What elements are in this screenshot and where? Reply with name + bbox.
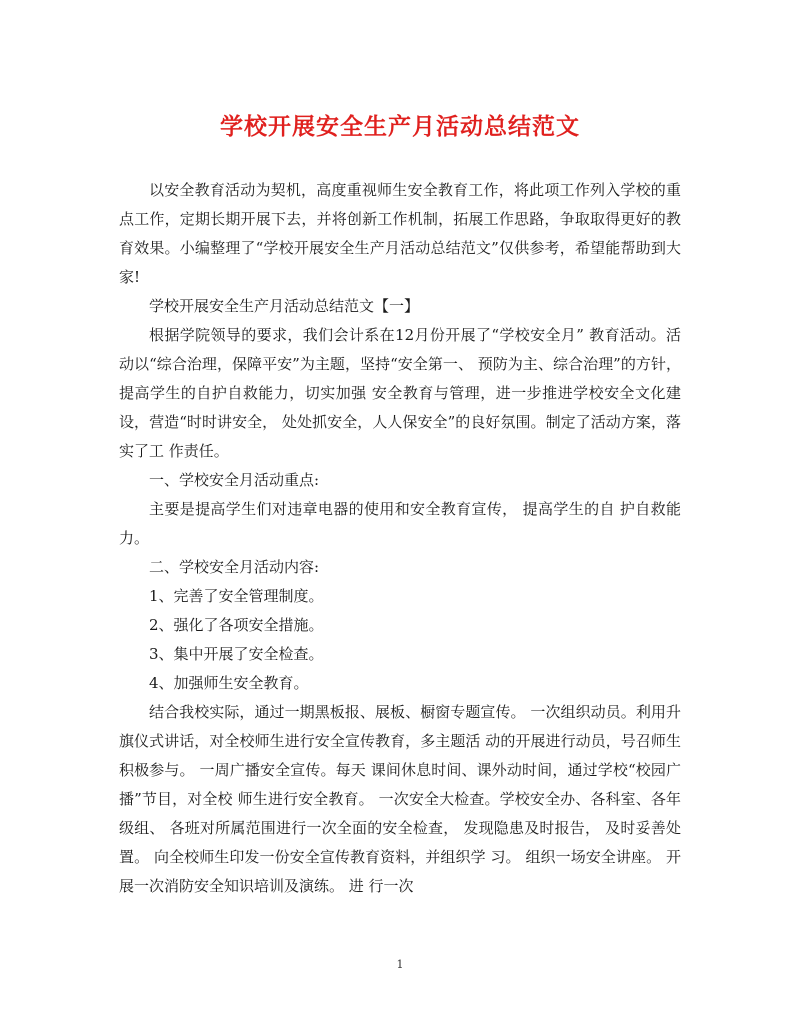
list-item: 1、完善了安全管理制度。 — [149, 587, 324, 605]
list-item: 2、强化了各项安全措施。 — [149, 616, 324, 634]
document-body — [119, 176, 681, 901]
page-number: 1 — [396, 958, 404, 971]
body-paragraph: 根据学院领导的要求，我们会计系在12月份开展了“学校安全月” 教育活动。活动以“综合治理，保障平安”为主题，坚持“安全第一、 预防为主、综合治理”的方针，提高学生的自护自救能力，切实加强 安全教育与管理，进一步推进学校安全文化建设，营造“时时讲安全， 处处抓安全，人人保安全”的良好氛围。制定了活动方案，落实了工 作责任。 — [119, 326, 681, 460]
section-heading-one: 学校开展安全生产月活动总结范文【一】 — [149, 297, 420, 315]
subheading-focus: 一、学校安全月活动重点: — [149, 471, 320, 489]
list-item: 3、集中开展了安全检查。 — [149, 645, 324, 663]
document-title: 学校开展安全生产月活动总结范文 — [220, 113, 580, 140]
body-paragraph: 主要是提高学生们对违章电器的使用和安全教育宣传， 提高学生的自 护自救能力。 — [119, 500, 681, 547]
intro-paragraph: 以安全教育活动为契机，高度重视师生安全教育工作，将此项工作列入学校的重点工作，定期长期开展下去，并将创新工作机制，拓展工作思路，争取取得更好的教育效果。小编整理了“学校开展安全生产月活动总结范文”仅供参考，希望能帮助到大家! — [119, 181, 681, 286]
subheading-content: 二、学校安全月活动内容: — [149, 558, 320, 576]
body-paragraph: 结合我校实际，通过一期黑板报、展板、橱窗专题宣传。 一次组织动员。利用升旗仪式讲话，对全校师生进行安全宣传教育，多主题活 动的开展进行动员，号召师生积极参与。 一周广播安全宣传。每天 课间休息时间、课外动时间，通过学校“校园广播”节目，对全校 师生进行安全教育。 一次安全大检查。学校安全办、各科室、各年级组、 各班对所属范围进行一次全面的安全检查， 发现隐患及时报告， 及时妥善处置。 向全校师生印发一份安全宣传教育资料，并组织学 习。 组织一场安全讲座。 开展一次消防安全知识培训及演练。 进 行一次 — [119, 703, 681, 895]
list-item: 4、加强师生安全教育。 — [149, 674, 309, 692]
